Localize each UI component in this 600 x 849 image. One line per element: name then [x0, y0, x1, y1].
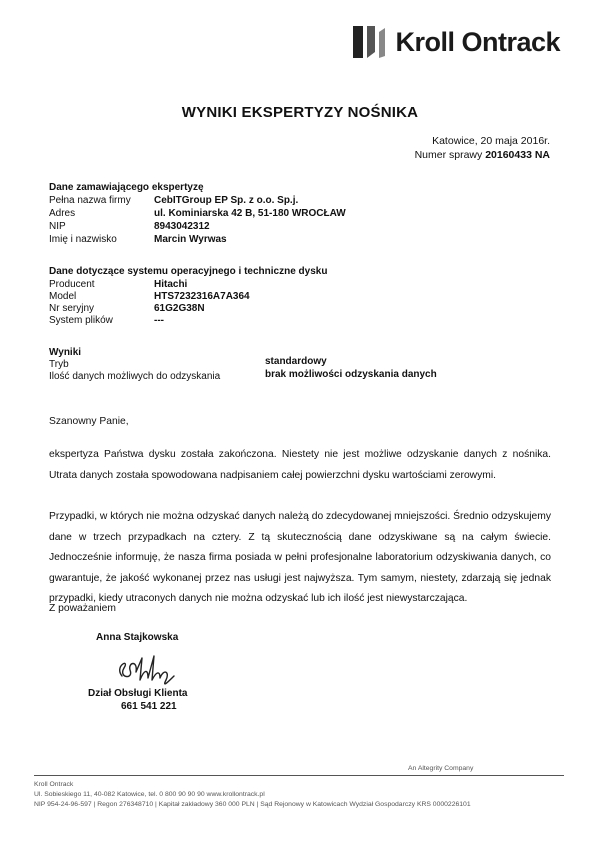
system-row	[49, 315, 164, 326]
system-label: System plików	[49, 315, 113, 326]
system-label: Producent	[49, 279, 95, 290]
system-label: Nr seryjny	[49, 303, 95, 314]
footer-company: Kroll Ontrack	[34, 781, 74, 788]
brand-name: Kroll Ontrack	[395, 26, 560, 57]
system-value: Hitachi	[154, 279, 188, 290]
footer-registry: NIP 954-24-96-597 | Regon 276348710 | Kapitał zakładowy 360 000 PLN | Sąd Rejonowy w Katowicach Wydział Gospodarczy KRS 0000226101	[34, 801, 471, 808]
signatory-name: Anna Stajkowska	[96, 632, 179, 643]
case-number-line	[415, 149, 550, 161]
amount-label: Ilość danych możliwych do odzyskania	[49, 371, 221, 382]
client-row	[49, 221, 210, 232]
system-heading: Dane dotyczące systemu operacyjnego i techniczne dysku	[49, 266, 328, 277]
client-label: Imię i nazwisko	[49, 234, 117, 245]
case-label: Numer sprawy	[414, 149, 483, 161]
results-heading: Wyniki	[49, 347, 82, 358]
phone-number: 661 541 221	[121, 701, 177, 712]
client-label: Adres	[49, 208, 76, 219]
mode-label: Tryb	[49, 359, 69, 370]
client-row	[49, 234, 227, 245]
handwritten-signature	[108, 648, 180, 690]
client-label: Pełna nazwa firmy	[49, 195, 131, 206]
system-row	[49, 303, 205, 314]
client-value: 8943042312	[154, 221, 210, 232]
logo-icon	[349, 22, 389, 62]
client-label: NIP	[49, 221, 66, 232]
company-logo	[349, 22, 560, 62]
client-row	[49, 195, 298, 206]
system-value: 61G2G38N	[154, 303, 205, 314]
paragraph-1: ekspertyza Państwa dysku została zakończona. Niestety nie jest możliwe odzyskanie danych z nośnika. Utrata danych została spowodowana nadpisaniem całej powierzchni dysku wartościami zerowymi.	[49, 449, 551, 481]
system-value: HTS7232316A7A364	[154, 291, 250, 302]
closing: Z poważaniem	[49, 603, 116, 614]
amount-value: brak możliwości odzyskania danych	[265, 369, 437, 380]
client-value: CebITGroup EP Sp. z o.o. Sp.j.	[154, 195, 299, 206]
document-title: WYNIKI EKSPERTYZY NOŚNIKA	[181, 104, 419, 121]
mode-value: standardowy	[265, 356, 327, 367]
footer-divider	[34, 775, 564, 776]
system-row	[49, 279, 187, 290]
greeting: Szanowny Panie,	[49, 416, 129, 427]
place-date: Katowice, 20 maja 2016r.	[432, 135, 550, 147]
client-value: Marcin Wyrwas	[154, 234, 227, 245]
system-label: Model	[49, 291, 77, 302]
client-row	[49, 208, 346, 219]
paragraph-2: Przypadki, w których nie można odzyskać danych należą do zdecydowanej mniejszości. Średnio odzyskujemy dane w trzech przypadkach na cztery. Z tą skutecznością dane odzyskiwane są na całym świecie. Jednocześnie informuję, że nasza firma posiada w pełni profesjonalne laboratorium odzyskiwania danych, co gwarantuje, że jakość wykonanej przez nas usługi jest najwyższa. Tym samym, niestety, zdarzają się jednak przypadki, kiedy utraconych danych nie można odzyskać lub ich ilość jest niewystarczająca.	[49, 511, 551, 604]
system-value: ---	[154, 315, 164, 326]
system-row	[49, 291, 250, 302]
footer-address: Ul. Sobieskiego 11, 40-082 Katowice, tel. 0 800 90 90 90 www.krollontrack.pl	[34, 791, 265, 798]
client-heading: Dane zamawiającego ekspertyzę	[49, 182, 204, 193]
footer-tagline: An Altegrity Company	[408, 765, 474, 772]
department: Dział Obsługi Klienta	[88, 688, 188, 699]
client-value: ul. Kominiarska 42 B, 51-180 WROCŁAW	[154, 208, 346, 219]
case-number: 20160433 NA	[485, 149, 550, 161]
